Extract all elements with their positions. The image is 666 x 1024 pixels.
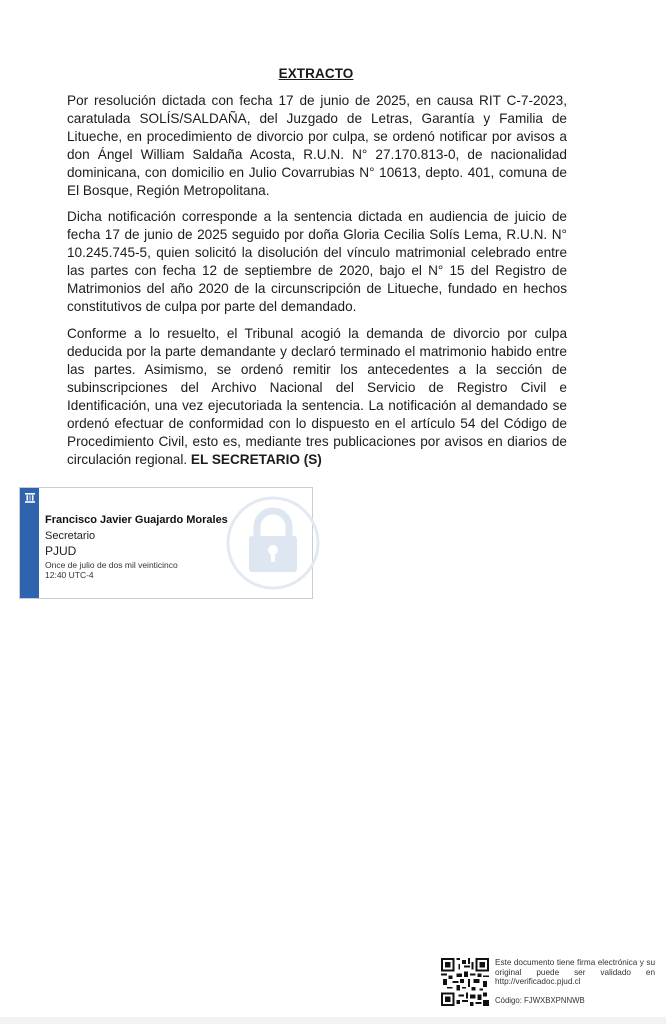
document-title: EXTRACTO	[278, 66, 354, 81]
signature-date: Once de julio de dos mil veinticinco	[45, 560, 178, 570]
verification-text: Este documento tiene firma electrónica y su original puede ser validado en http://verificadoc.pjud.cl	[495, 958, 655, 986]
paragraph-2-text: Dicha notificación corresponde a la sentencia dictada en audiencia de juicio de fecha 17 de junio de 2025 seguido por doña Gloria Cecilia Solís Lema, R.U.N. N° 10.245.745-5, quien solicitó la disolución del vínculo matrimonial celebrado entre las partes con fecha 12 de septiembre de 2020, bajo el N° 15 del Registro de Matrimonios del año 2020 de la circunscripción de Litueche, fundado en hechos constitutivos de culpa por parte del demandado.	[67, 209, 567, 314]
paragraph-1-text: Por resolución dictada con fecha 17 de junio de 2025, en causa RIT C-7-2023, caratulada SOLÍS/SALDAÑA, del Juzgado de Letras, Garantía y Familia de Litueche, en procedimiento de divorcio por culpa, se ordenó notificar por avisos a don Ángel William Saldaña Acosta, R.U.N. N° 27.170.813-0, de nacionalidad dominicana, con domicilio en Julio Covarrubias N° 10613, depto. 401, comuna de El Bosque, Región Metropolitana.	[67, 93, 567, 198]
signer-role: Secretario	[45, 530, 96, 542]
signer-organization: PJUD	[45, 544, 77, 558]
stamp-accent-bar	[20, 488, 39, 598]
verification-block	[441, 958, 657, 1008]
paragraph-3	[67, 325, 567, 469]
signer-name: Francisco Javier Guajardo Morales	[45, 514, 228, 526]
closing-signature-label: EL SECRETARIO (S)	[190, 452, 322, 467]
courthouse-icon	[24, 492, 36, 504]
signature-datetime	[45, 560, 178, 580]
verification-code: Código: FJWXBXPNNWB	[495, 996, 585, 1005]
paragraph-1	[67, 92, 567, 200]
lock-icon	[223, 493, 323, 593]
page-bottom-margin	[0, 1017, 666, 1024]
paragraph-2	[67, 208, 567, 316]
paragraph-3-text	[67, 325, 567, 469]
paragraph-3-body: Conforme a lo resuelto, el Tribunal acogió la demanda de divorcio por culpa deducida por la parte demandante y declaró terminado el matrimonio habido entre las partes. Asimismo, se ordenó remitir los antecedentes a la sección de subinscripciones del Archivo Nacional del Servicio de Registro Civil e Identificación, una vez ejecutoriada la sentencia. La notificación al demandado se ordenó efectuar de conformidad con lo dispuesto en el artículo 54 del Código de Procedimiento Civil, esto es, mediante tres publicaciones por avisos en diarios de circulación regional.	[67, 326, 567, 467]
electronic-signature-stamp	[19, 487, 313, 599]
signature-time: 12:40 UTC-4	[45, 570, 94, 580]
qr-code-icon[interactable]	[441, 958, 489, 1006]
